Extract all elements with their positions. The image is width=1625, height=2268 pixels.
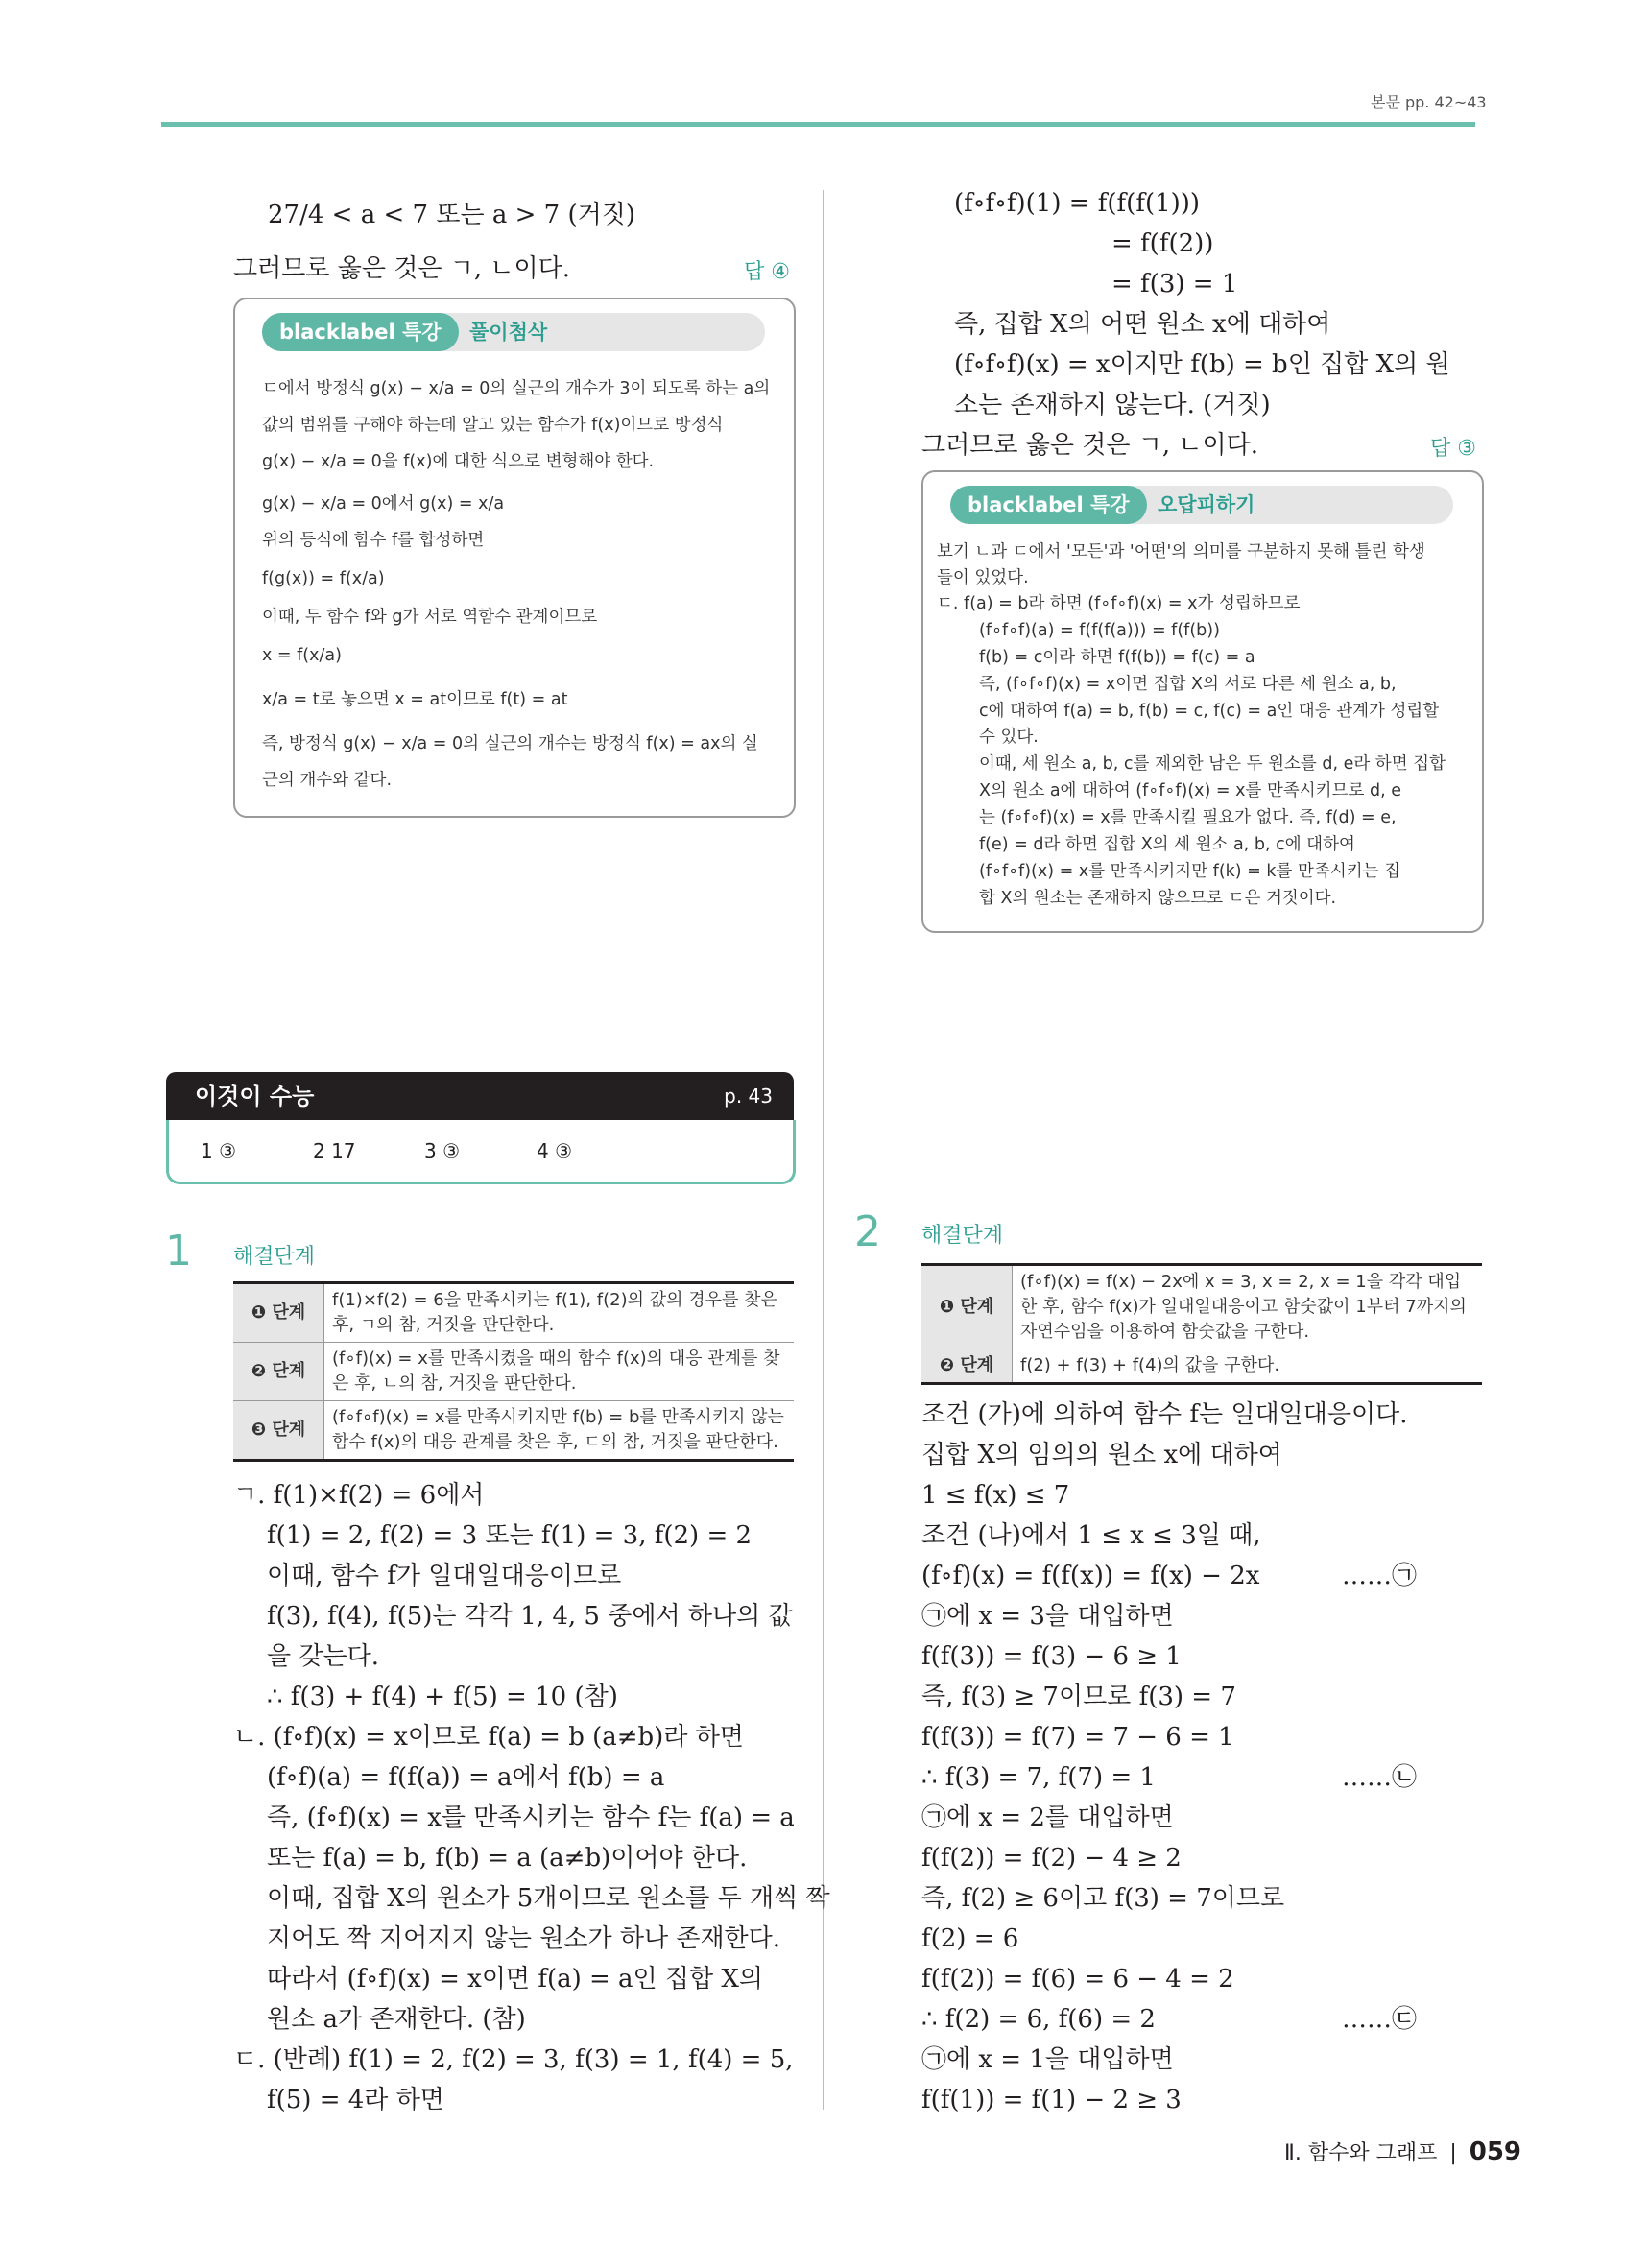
note-line: ㄷ. f(a) = b라 하면 (f∘f∘f)(x) = x가 성립하므로 [937,594,1301,613]
solution-line: ㉠에 x = 1을 대입하면 [921,2045,1174,2074]
solution-line: ∴ f(3) + f(4) + f(5) = 10 (참) [267,1683,618,1711]
note-line: f(e) = d라 하면 집합 X의 세 원소 a, b, c에 대하여 [979,835,1355,854]
solution-line: 따라서 (f∘f)(x) = x이면 f(a) = a인 집합 X의 [267,1965,764,1993]
solution-line: f(f(1)) = f(1) − 2 ≥ 3 [921,2086,1182,2114]
solution-line: f(f(2)) = f(2) − 4 ≥ 2 [921,1844,1182,1873]
note-line: x/a = t로 놓으면 x = at이므로 f(t) = at [262,690,568,709]
note-line: 들이 있었다. [937,568,1029,587]
note-line: 합 X의 원소는 존재하지 않으므로 ㄷ은 거짓이다. [979,889,1337,908]
header-rule [161,122,1475,127]
right-line: = f(f(2)) [1111,229,1214,258]
solution-line: f(f(3)) = f(7) = 7 − 6 = 1 [921,1723,1234,1752]
step-heading: 해결단계 [921,1224,1004,1248]
page-footer [1284,2137,1521,2166]
left-line: 27/4 < a < 7 또는 a > 7 (거짓) [268,201,635,229]
right-line: 소는 존재하지 않는다. (거짓) [954,391,1271,419]
solution-line: (f∘f)(x) = f(f(x)) = f(x) − 2x [921,1562,1260,1590]
solution-line: f(f(2)) = f(6) = 6 − 4 = 2 [921,1965,1234,1993]
right-line: 즉, 집합 X의 어떤 원소 x에 대하여 [954,310,1331,339]
solution-line: ㄱ. f(1)×f(2) = 6에서 [233,1481,485,1510]
page-reference: 본문 pp. 42~43 [1371,93,1487,111]
column-divider [823,190,824,2110]
step-text: f(2) + f(3) + f(4)의 값을 구한다. [1013,1349,1483,1384]
solution-line: ㉠에 x = 3을 대입하면 [921,1602,1174,1631]
note-tab-label: blacklabel 특강 [950,486,1147,524]
step-label: ❸ 단계 [233,1401,324,1461]
right-line: (f∘f∘f)(x) = x이지만 f(b) = b인 집합 X의 원 [954,350,1450,379]
note-line: 위의 등식에 함수 f를 합성하면 [262,531,485,550]
solution-line: 집합 X의 임의의 원소 x에 대하여 [921,1441,1282,1469]
equation-marker: ……㉠ [1342,1562,1418,1590]
right-line: (f∘f∘f)(1) = f(f(f(1))) [954,189,1201,218]
solution-line: ㄷ. (반례) f(1) = 2, f(2) = 3, f(3) = 1, f(4) = 5, [233,2045,794,2074]
solution-line: 을 갖는다. [267,1642,379,1671]
page-number: 059 [1469,2137,1522,2166]
solution-line: (f∘f)(a) = f(f(a)) = a에서 f(b) = a [267,1763,665,1792]
solution-line: 이때, 함수 f가 일대일대응이므로 [267,1562,622,1590]
step-row [921,1265,1482,1349]
csat-answers [166,1120,796,1184]
solution-line: 즉, f(3) ≥ 7이므로 f(3) = 7 [921,1683,1236,1711]
step-label: ❷ 단계 [233,1343,324,1401]
step-heading: 해결단계 [233,1245,316,1269]
right-line: 그러므로 옳은 것은 ㄱ, ㄴ이다. [921,431,1258,460]
step-text: f(1)×f(2) = 6을 만족시키는 f(1), f(2)의 값의 경우를 찾은 후, ㄱ의 참, 거짓을 판단한다. [324,1283,795,1343]
step-label: ❶ 단계 [921,1265,1013,1349]
solution-line: 또는 f(a) = b, f(b) = a (a≠b)이어야 한다. [267,1844,748,1873]
solution-line: ∴ f(2) = 6, f(6) = 2 [921,2005,1156,2034]
note-line: g(x) − x/a = 0에서 g(x) = x/a [262,494,505,513]
csat-answer: 1 ③ [201,1139,237,1162]
csat-answer: 4 ③ [537,1139,573,1162]
note-line: 즉, 방정식 g(x) − x/a = 0의 실근의 개수는 방정식 f(x) = ax의 실 [262,734,758,753]
note-line: c에 대하여 f(a) = b, f(b) = c, f(c) = a인 대응 관계가 성립할 [979,702,1440,721]
note-tab [262,313,765,351]
solution-line: 원소 a가 존재한다. (참) [267,2005,526,2034]
solution-line: 조건 (가)에 의하여 함수 f는 일대일대응이다. [921,1400,1408,1429]
note-line: 보기 ㄴ과 ㄷ에서 '모든'과 '어떤'의 의미를 구분하지 못해 틀린 학생 [937,542,1425,561]
csat-title: 이것이 수능 [195,1083,315,1110]
solution-line: 즉, (f∘f)(x) = x를 만족시키는 함수 f는 f(a) = a [267,1803,795,1832]
solution-line: 1 ≤ f(x) ≤ 7 [921,1481,1070,1510]
note-line: 이때, 세 원소 a, b, c를 제외한 남은 두 원소를 d, e라 하면 집합 [979,754,1446,774]
note-line: 즉, (f∘f∘f)(x) = x이면 집합 X의 서로 다른 세 원소 a, b, [979,675,1397,694]
step-table [233,1281,794,1462]
csat-answer: 2 17 [313,1139,356,1162]
step-row [233,1343,794,1401]
note-line: g(x) − x/a = 0을 f(x)에 대한 식으로 변형해야 한다. [262,452,655,471]
step-text: (f∘f∘f)(x) = x를 만족시키지만 f(b) = b를 만족시키지 않는 함수 f(x)의 대응 관계를 찾은 후, ㄷ의 참, 거짓을 판단한다. [324,1401,795,1461]
solution-line: f(f(3)) = f(3) − 6 ≥ 1 [921,1642,1182,1671]
solution-line: 이때, 집합 X의 원소가 5개이므로 원소를 두 개씩 짝 [267,1884,830,1913]
note-line: X의 원소 a에 대하여 (f∘f∘f)(x) = x를 만족시키므로 d, e [979,781,1401,800]
note-line: f(b) = c이라 하면 f(f(b)) = f(c) = a [979,648,1255,667]
note-tab-title: 풀이첨삭 [469,321,548,344]
solution-line: f(1) = 2, f(2) = 3 또는 f(1) = 3, f(2) = 2 [267,1521,753,1550]
note-box-explanation [233,298,796,818]
csat-page: p. 43 [724,1085,773,1108]
csat-answer: 3 ③ [424,1139,461,1162]
solution-line: f(3), f(4), f(5)는 각각 1, 4, 5 중에서 하나의 값 [267,1602,793,1631]
step-label: ❶ 단계 [233,1283,324,1343]
note-line: f(g(x)) = f(x/a) [262,569,385,588]
footer-separator: | [1449,2141,1457,2165]
solution-line: 조건 (나)에서 1 ≤ x ≤ 3일 때, [921,1521,1261,1550]
note-tab-label: blacklabel 특강 [262,313,459,351]
step-row [233,1401,794,1461]
solution-line: f(2) = 6 [921,1924,1019,1953]
solution-line: f(5) = 4라 하면 [267,2086,444,2114]
solution-line: 지어도 짝 지어지지 않는 원소가 하나 존재한다. [267,1924,781,1953]
step-text: (f∘f)(x) = f(x) − 2x에 x = 3, x = 2, x = 1을 각각 대입한 후, 함수 f(x)가 일대일대응이고 함숫값이 1부터 7까지의 자연수임을 이용하여 함숫값을 구한다. [1013,1265,1483,1349]
step-text: (f∘f)(x) = x를 만족시켰을 때의 함수 f(x)의 대응 관계를 찾은 후, ㄴ의 참, 거짓을 판단한다. [324,1343,795,1401]
solution-line: ∴ f(3) = 7, f(7) = 1 [921,1763,1156,1792]
note-line: (f∘f∘f)(a) = f(f(f(a))) = f(f(b)) [979,621,1220,640]
left-line: 그러므로 옳은 것은 ㄱ, ㄴ이다. [233,254,570,283]
note-line: 는 (f∘f∘f)(x) = x를 만족시킬 필요가 없다. 즉, f(d) = e, [979,808,1397,827]
step-row [233,1283,794,1343]
problem-number: 2 [854,1207,881,1256]
note-line: 수 있다. [979,728,1039,747]
right-line: = f(3) = 1 [1111,270,1238,298]
problem-number: 1 [165,1227,192,1276]
note-line: (f∘f∘f)(x) = x를 만족시키지만 f(k) = k를 만족시키는 집 [979,862,1400,881]
solution-line: ㉠에 x = 2를 대입하면 [921,1803,1174,1832]
equation-marker: ……㉢ [1342,2005,1418,2034]
answer-label: 답 ④ [744,260,790,284]
solution-line: 즉, f(2) ≥ 6이고 f(3) = 7이므로 [921,1884,1285,1913]
note-line: 이때, 두 함수 f와 g가 서로 역함수 관계이므로 [262,608,598,627]
csat-header [166,1072,794,1120]
note-line: ㄷ에서 방정식 g(x) − x/a = 0의 실근의 개수가 3이 되도록 하는 a의 [262,379,771,398]
step-row [921,1349,1482,1384]
note-box-mistakes [921,470,1484,933]
footer-section: Ⅱ. 함수와 그래프 [1284,2141,1438,2165]
step-table [921,1263,1482,1385]
note-line: 근의 개수와 같다. [262,771,393,790]
solution-line: ㄴ. (f∘f)(x) = x이므로 f(a) = b (a≠b)라 하면 [233,1723,744,1752]
equation-marker: ……㉡ [1342,1763,1418,1792]
step-label: ❷ 단계 [921,1349,1013,1384]
note-tab [950,486,1453,524]
note-line: x = f(x/a) [262,646,342,665]
note-line: 값의 범위를 구해야 하는데 알고 있는 함수가 f(x)이므로 방정식 [262,416,724,435]
note-tab-title: 오답피하기 [1158,493,1255,516]
answer-label: 답 ③ [1430,437,1476,461]
